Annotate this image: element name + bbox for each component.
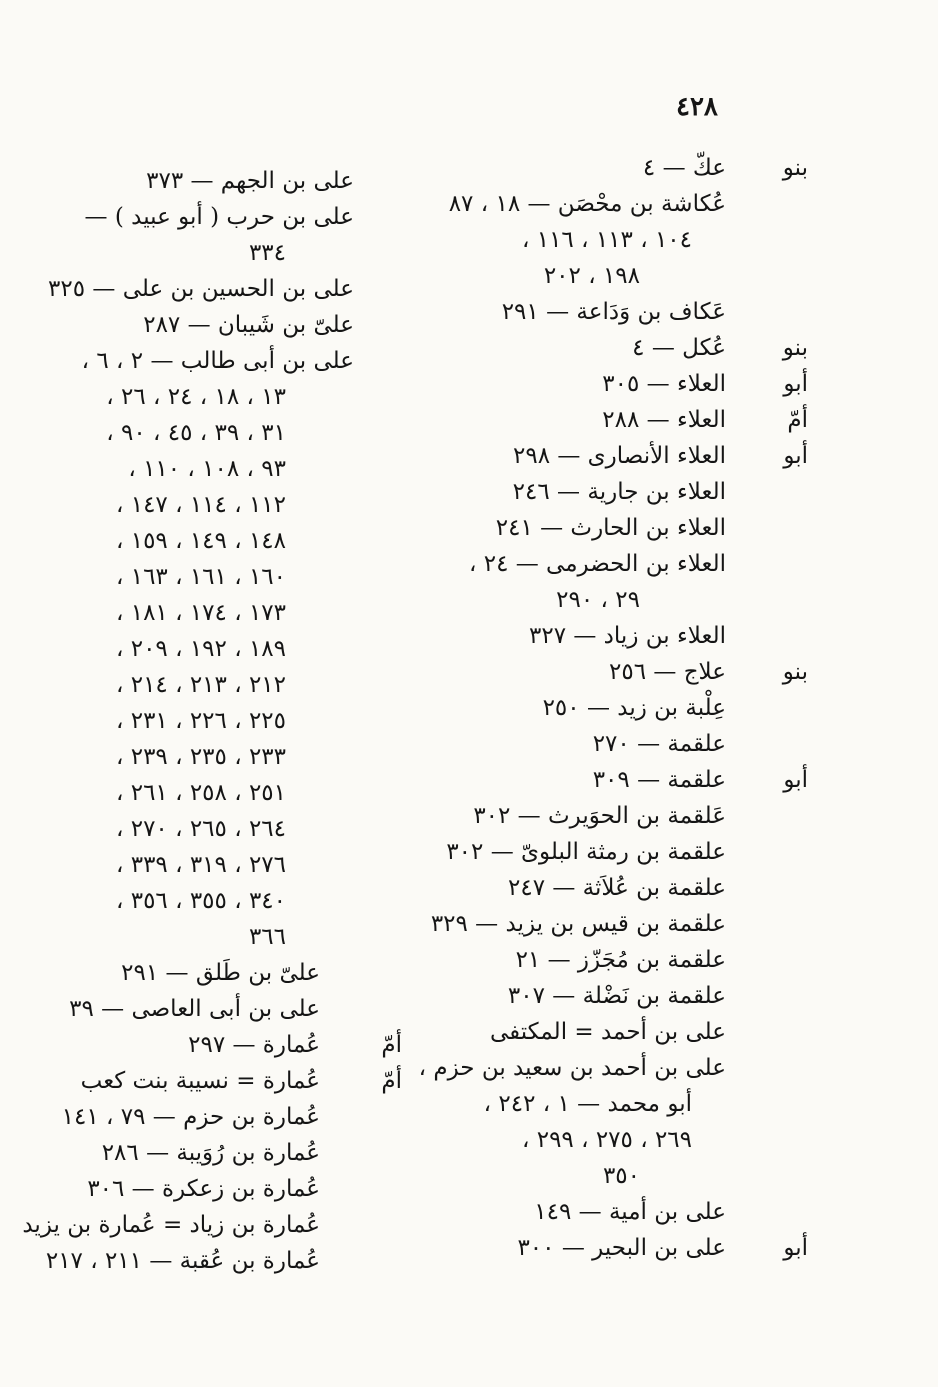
entry-text: العلاء بن زياد — ٣٢٧ [528,623,726,649]
index-entry [54,847,354,883]
entry-text: على بن أحمد بن سعيد بن حزم ، [418,1055,726,1081]
index-entry [300,834,760,870]
index-entry [300,1122,760,1158]
entry-text: ٢٦٤ ، ٢٦٥ ، ٢٧٠ ، [115,816,286,842]
entry-text: على بن أحمد = المكتفى [489,1019,726,1045]
entry-text: عُمارة بن زياد = عُمارة بن يزيد [22,1212,320,1238]
entry-text: ١٧٣ ، ١٧٤ ، ١٨١ ، [115,600,286,626]
entry-prefix: أمّ [787,407,808,433]
index-entry [54,523,354,559]
entry-text: علقمة بن رمثة البلوىّ — ٣٠٢ [446,839,726,865]
index-entry [300,582,760,618]
index-entry [300,1014,760,1050]
entry-text: على بن الجهم — ٣٧٣ [146,168,354,194]
index-entry [300,1050,760,1086]
entry-text: ٢١٢ ، ٢١٣ ، ٢١٤ ، [115,672,286,698]
index-entry [54,559,354,595]
index-entry [300,402,808,438]
entry-text: علقمة — ٢٧٠ [592,731,726,757]
index-entry [54,1027,402,1063]
entry-text: ١٦٠ ، ١٦١ ، ١٦٣ ، [115,564,286,590]
entry-text: على بن أبى العاصى — ٣٩ [69,996,320,1022]
entry-prefix: بنو [782,659,808,685]
index-entry [54,199,354,235]
entry-text: علقمة بن عُلاَثة — ٢٤٧ [508,875,726,901]
entry-text: ٢٧٦ ، ٣١٩ ، ٣٣٩ ، [115,852,286,878]
entry-prefix: أبو [783,443,808,469]
index-entry [54,1099,354,1135]
index-entry [54,811,354,847]
entry-text: عِلْبة بن زيد — ٢٥٠ [542,695,726,721]
entry-text: علقمة بن مُجَزّز — ٢١ [515,947,726,973]
index-entry [54,1063,402,1099]
entry-prefix: بنو [782,155,808,181]
index-entry [54,343,354,379]
entry-text: العلاء الأنصارى — ٢٩٨ [513,443,726,469]
index-entry [54,487,354,523]
entry-text: على بن حرب ( أبو عبيد ) — [84,204,354,230]
index-entry [300,870,760,906]
index-entry [300,222,760,258]
index-entry [54,991,354,1027]
index-entry [54,955,354,991]
index-entry [54,595,354,631]
entry-text: علىّ بن طَلق — ٢٩١ [121,960,320,986]
entry-text: علاج — ٢٥٦ [609,659,726,685]
page-number: ٤٢٨ [676,92,718,122]
entry-prefix: أمّ [381,1068,402,1094]
index-entry [54,1135,354,1171]
entry-text: عُمارة بن زعكرة — ٣٠٦ [87,1176,320,1202]
index-entry [300,798,760,834]
entry-text: ١٣ ، ١٨ ، ٢٤ ، ٢٦ ، [106,384,286,410]
index-entry [300,330,808,366]
entry-prefix: أبو [783,371,808,397]
entry-text: على بن أبى طالب — ٢ ، ٦ ، [81,348,354,374]
entry-text: علقمة بن نَضْلة — ٣٠٧ [507,983,726,1009]
entry-text: علقمة — ٣٠٩ [592,767,726,793]
entry-text: ٩٣ ، ١٠٨ ، ١١٠ ، [128,456,286,482]
index-entry [300,654,808,690]
entry-prefix: أبو [783,767,808,793]
index-entry [300,1194,760,1230]
entry-text: ١٤٨ ، ١٤٩ ، ١٥٩ ، [115,528,286,554]
index-entry [54,163,354,199]
entry-text: عُمارة بن عُقبة — ٢١١ ، ٢١٧ [45,1248,320,1274]
index-entry [54,235,354,271]
index-entry [54,379,354,415]
index-entry [54,1171,354,1207]
index-entry [54,883,354,919]
entry-text: ٣٣٤ [248,240,286,266]
entry-text: العلاء بن جارية — ٢٤٦ [512,479,726,505]
entry-prefix: أمّ [381,1032,402,1058]
entry-prefix: بنو [782,335,808,361]
entry-text: العلاء بن الحضرمى — ٢٤ ، [468,551,726,577]
index-entry [300,510,760,546]
entry-text: على بن البحير — ٣٠٠ [517,1235,726,1261]
index-entry [300,150,808,186]
entry-text: عكّ — ٤ [642,155,726,181]
index-entry [300,942,760,978]
entry-text: العلاء بن الحارث — ٢٤١ [495,515,726,541]
index-entry [22,1207,354,1243]
index-entry [300,546,760,582]
index-entry [54,775,354,811]
entry-text: العلاء — ٢٨٨ [602,407,726,433]
entry-text: عُكاشة بن محْصَن — ١٨ ، ٨٧ [448,191,726,217]
entry-text: ١٨٩ ، ١٩٢ ، ٢٠٩ ، [115,636,286,662]
index-entry [300,1158,760,1194]
entry-prefix: أبو [783,1235,808,1261]
index-entry [300,258,760,294]
entry-text: ٢٢٥ ، ٢٢٦ ، ٢٣١ ، [115,708,286,734]
index-entry [54,703,354,739]
entry-text: ٢٩ ، ٢٩٠ [556,587,640,613]
entry-text: عُمارة بن رُوَيبة — ٢٨٦ [101,1140,320,1166]
index-entry [45,1243,354,1279]
entry-text: ٣٤٠ ، ٣٥٥ ، ٣٥٦ ، [115,888,286,914]
entry-text: ٣٦٦ [248,924,286,950]
index-entry [54,631,354,667]
entry-text: ٢٣٣ ، ٢٣٥ ، ٢٣٩ ، [115,744,286,770]
index-entry [300,690,760,726]
index-entry [300,186,760,222]
index-column-right [300,150,808,1266]
index-entry [300,978,760,1014]
entry-text: ١٩٨ ، ٢٠٢ [543,263,640,289]
entry-text: ١١٢ ، ١١٤ ، ١٤٧ ، [115,492,286,518]
entry-text: علقمة بن قيس بن يزيد — ٣٢٩ [430,911,726,937]
index-column-left [22,163,402,1279]
index-entry [54,307,354,343]
entry-text: على بن الحسين بن على — ٣٢٥ [48,276,354,302]
entry-text: عَكاف بن وَدَاعة — ٢٩١ [501,299,726,325]
entry-text: ٣١ ، ٣٩ ، ٤٥ ، ٩٠ ، [106,420,286,446]
index-entry [54,667,354,703]
index-entry [300,726,760,762]
index-entry [300,474,760,510]
index-entry [300,438,808,474]
index-entry [54,451,354,487]
entry-text: عُمارة — ٢٩٧ [188,1032,320,1058]
entry-text: عُمارة = نسيبة بنت كعب [80,1068,320,1094]
index-entry [300,906,760,942]
index-entry [54,919,354,955]
entry-text: ٣٥٠ [602,1163,640,1189]
index-entry [300,366,808,402]
index-entry [300,618,760,654]
index-entry [300,1086,760,1122]
index-entry [48,271,354,307]
index-entry [54,415,354,451]
entry-text: علىّ بن شَيبان — ٢٨٧ [143,312,354,338]
entry-text: ٢٥١ ، ٢٥٨ ، ٢٦١ ، [115,780,286,806]
index-entry [300,1230,808,1266]
entry-text: أبو محمد — ١ ، ٢٤٢ ، [483,1091,692,1117]
entry-text: عُمارة بن حزم — ٧٩ ، ١٤١ [61,1104,320,1130]
index-entry [54,739,354,775]
index-entry [300,762,808,798]
entry-text: ١٠٤ ، ١١٣ ، ١١٦ ، [521,227,692,253]
entry-text: العلاء — ٣٠٥ [602,371,726,397]
index-entry [300,294,760,330]
entry-text: على بن أمية — ١٤٩ [534,1199,726,1225]
entry-text: عَلقمة بن الحوَيرث — ٣٠٢ [473,803,726,829]
entry-text: عُكل — ٤ [632,335,726,361]
entry-text: ٢٦٩ ، ٢٧٥ ، ٢٩٩ ، [521,1127,692,1153]
